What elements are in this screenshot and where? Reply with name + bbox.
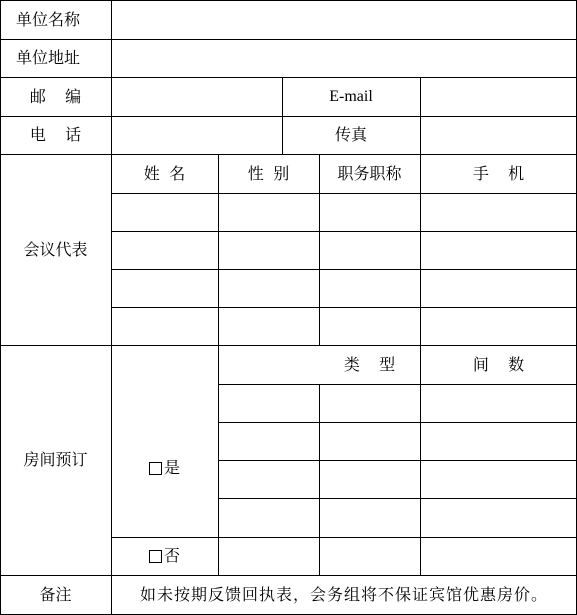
rule <box>218 345 219 575</box>
checkbox-icon[interactable] <box>149 462 162 475</box>
room-no-label: 否 <box>163 546 180 565</box>
room-yes-option[interactable] <box>111 440 218 496</box>
rule <box>218 498 577 499</box>
remark-text: 如未按期反馈回执表，会务组将不保证宾馆优惠房价。 <box>139 584 548 604</box>
rep-header-gender: 性别 <box>247 163 299 183</box>
room-header-count: 间数 <box>472 354 544 374</box>
unit-name-label: 单位名称 <box>16 9 81 29</box>
rep-header-name: 姓名 <box>143 163 195 183</box>
email-label: E-mail <box>329 87 373 105</box>
fax-label: 传真 <box>334 125 367 144</box>
unit-address-label: 单位地址 <box>16 48 81 67</box>
phone-field[interactable] <box>112 117 282 154</box>
rep-label: 会议代表 <box>23 239 88 259</box>
rule <box>218 460 577 461</box>
room-label: 房间预订 <box>23 450 88 469</box>
email-field[interactable] <box>421 78 576 116</box>
remark-label: 备注 <box>39 584 72 604</box>
rule <box>218 422 577 423</box>
rule <box>111 231 577 232</box>
checkbox-icon[interactable] <box>149 550 162 563</box>
fax-field[interactable] <box>421 117 576 154</box>
room-no-option[interactable] <box>111 537 218 575</box>
room-header-type: 类型 <box>343 354 415 374</box>
unit-address-field[interactable] <box>112 40 576 77</box>
rule <box>319 384 320 575</box>
rule <box>111 193 577 194</box>
postcode-label: 邮编 <box>29 86 101 106</box>
unit-name-field[interactable] <box>112 1 576 39</box>
rep-header-mobile: 手机 <box>472 163 544 183</box>
rule <box>218 384 577 385</box>
rule <box>111 269 577 270</box>
postcode-field[interactable] <box>112 78 282 116</box>
rep-header-title: 职务职称 <box>337 163 402 183</box>
room-yes-label: 是 <box>163 458 180 477</box>
rule <box>111 307 577 308</box>
phone-label: 电话 <box>29 125 101 144</box>
